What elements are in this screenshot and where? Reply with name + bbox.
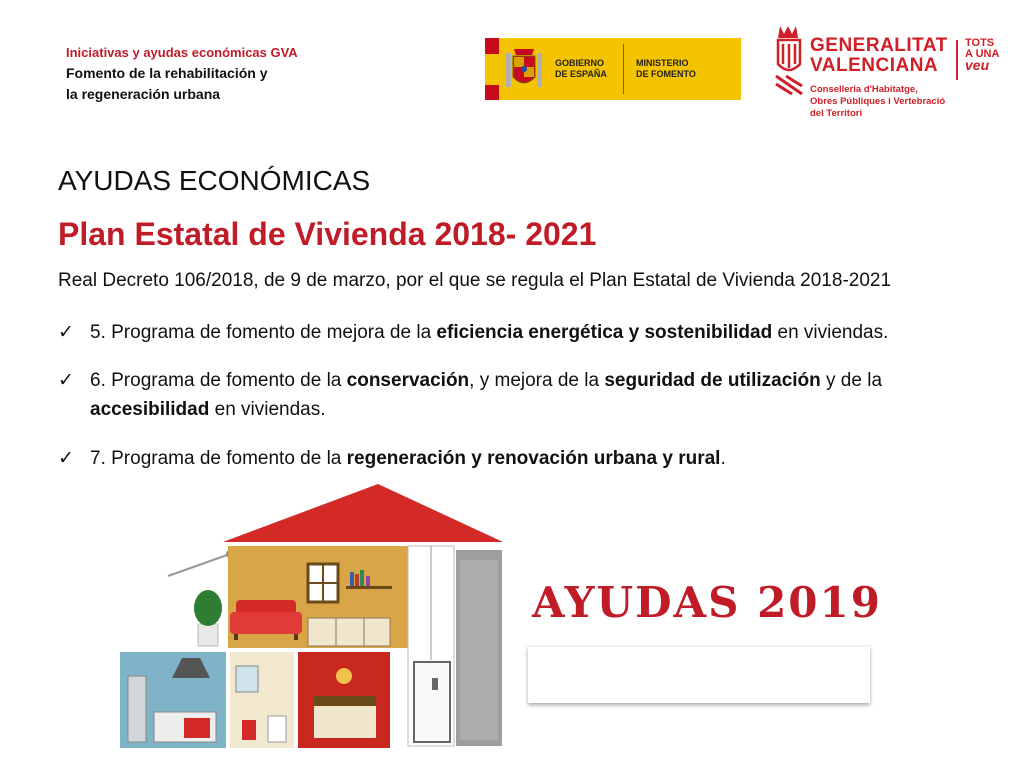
checkmark-icon: ✓	[58, 448, 74, 469]
b6-mid-2: y de la	[820, 370, 883, 391]
gobierno-espana-logo	[485, 38, 741, 100]
header-line-3: la regeneración urbana	[66, 86, 221, 102]
gobierno-line-2: DE ESPAÑA	[555, 69, 607, 79]
b6-bold-1: conservación	[346, 370, 470, 391]
generalitat-valenciana-logo	[772, 24, 1012, 124]
ministerio-line-2: DE FOMENTO	[636, 69, 696, 79]
ministerio-text	[624, 38, 704, 100]
b7-post: .	[720, 448, 726, 469]
bullet-program-5	[58, 318, 988, 347]
gva-emblem-icon	[772, 24, 806, 96]
spain-flag-icon	[485, 38, 499, 100]
tots-line-1: TOTS	[965, 37, 995, 49]
house-illustration	[118, 480, 508, 750]
b6-pre: 6. Programa de fomento de la	[90, 370, 347, 391]
bullet-program-7	[58, 444, 988, 473]
b5-bold: eficiencia energética y sostenibilidad	[436, 322, 773, 343]
slide-description: Real Decreto 106/2018, de 9 de marzo, por el que se regula el Plan Estatal de Vivienda 2018-2021	[58, 270, 892, 291]
gva-line-2: VALENCIANA	[810, 55, 939, 76]
gobierno-line-1: GOBIERNO	[555, 58, 605, 68]
header-line-1: Iniciativas y ayudas económicas GVA	[66, 45, 298, 60]
gva-name	[810, 36, 948, 76]
banner-white-box	[528, 646, 870, 703]
ministerio-line-1: MINISTERIO	[636, 58, 689, 68]
spain-coat-of-arms-icon	[499, 38, 549, 100]
slide-title: Plan Estatal de Vivienda 2018- 2021	[58, 216, 597, 252]
conselleria-line-1: Conselleria d'Habitatge,	[810, 84, 918, 95]
b6-bold-3: accesibilidad	[90, 399, 210, 420]
conselleria-line-3: del Territori	[810, 108, 863, 119]
bullet-program-6	[58, 366, 988, 424]
header-block	[66, 42, 298, 105]
b7-pre: 7. Programa de fomento de la	[90, 448, 347, 469]
tots-line-2: A UNA	[965, 48, 1000, 60]
checkmark-icon: ✓	[58, 322, 74, 343]
header-line-2: Fomento de la rehabilitación y	[66, 65, 268, 81]
tots-a-una-veu	[965, 38, 999, 71]
ayudas-2019-banner: AYUDAS 2019	[532, 578, 882, 627]
b7-bold: regeneración y renovación urbana y rural	[346, 448, 721, 469]
b5-post: en viviendas.	[772, 322, 889, 343]
slide-subtitle: AYUDAS ECONÓMICAS	[58, 165, 371, 196]
gva-line-1: GENERALITAT	[810, 35, 948, 56]
b6-mid: , y mejora de la	[469, 370, 605, 391]
b6-bold-2: seguridad de utilización	[604, 370, 821, 391]
conselleria-text	[810, 84, 945, 120]
b5-pre: 5. Programa de fomento de mejora de la	[90, 322, 437, 343]
gobierno-text	[549, 38, 623, 100]
conselleria-line-2: Obres Públiques i Vertebració	[810, 96, 946, 107]
checkmark-icon: ✓	[58, 370, 74, 391]
b6-post: en viviendas.	[209, 399, 326, 420]
tots-line-3: veu	[965, 57, 990, 73]
